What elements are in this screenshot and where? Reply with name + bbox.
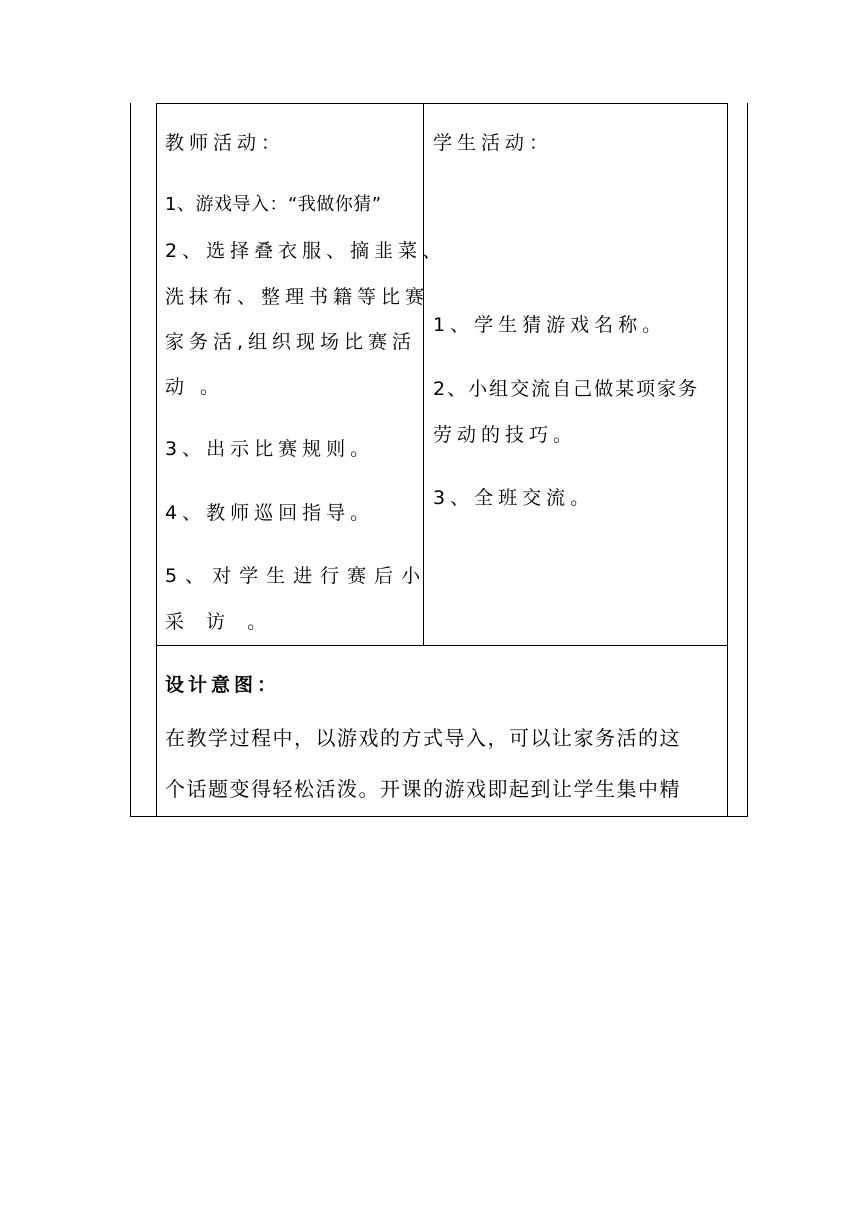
design-line-2: 个话题变得轻松活泼。开课的游戏即起到让学生集中精 bbox=[165, 777, 681, 801]
teacher-line-2: 2、选择叠衣服、摘韭菜、 bbox=[165, 240, 447, 262]
row-divider bbox=[156, 645, 728, 646]
outer-left-border bbox=[130, 103, 131, 817]
inner-left-border bbox=[156, 103, 157, 817]
teacher-line-7: 4、教师巡回指导。 bbox=[165, 502, 375, 524]
student-heading: 学生活动： bbox=[433, 132, 554, 154]
outer-right-border bbox=[747, 103, 748, 817]
design-heading: 设计意图： bbox=[165, 674, 281, 696]
teacher-line-1: 1、游戏导入：“我做你猜” bbox=[165, 194, 382, 215]
design-line-1: 在教学过程中，以游戏的方式导入，可以让家务活的这 bbox=[165, 726, 681, 750]
bottom-border bbox=[130, 816, 748, 817]
student-line-2: 2、小组交流自己做某项家务 bbox=[433, 378, 700, 400]
teacher-line-8: 5、对学生进行赛后小 bbox=[165, 565, 429, 587]
teacher-line-9: 采 访 。 bbox=[165, 611, 275, 633]
top-border bbox=[156, 103, 728, 104]
teacher-line-5: 动 。 bbox=[165, 376, 225, 398]
inner-right-border bbox=[727, 103, 728, 817]
teacher-line-4: 家务活,组织现场比赛活 bbox=[165, 331, 417, 353]
teacher-line-3: 洗抹布、整理书籍等比赛 bbox=[165, 286, 430, 308]
teacher-line-6: 3、出示比赛规则。 bbox=[165, 438, 375, 460]
student-line-1: 1、学生猜游戏名称。 bbox=[433, 314, 667, 336]
student-line-3: 劳动的技巧。 bbox=[433, 424, 578, 446]
student-line-4: 3、全班交流。 bbox=[433, 487, 595, 509]
teacher-heading: 教师活动： bbox=[165, 132, 286, 154]
